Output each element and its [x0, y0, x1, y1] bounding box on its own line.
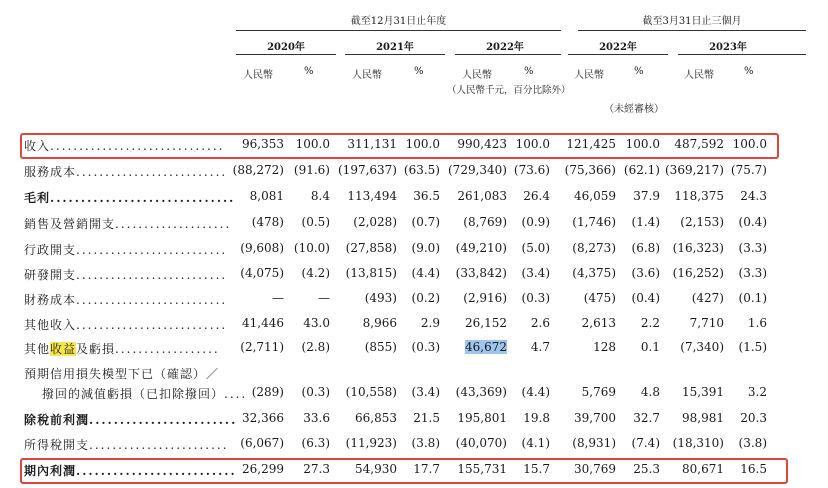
period-quarter-rule: [578, 30, 806, 31]
cell-pct-2022-q: (7.4): [631, 436, 660, 450]
cell-pct-2020: (0.3): [301, 385, 330, 399]
unit-note: （人民幣千元，百分比除外）: [447, 85, 571, 96]
row-label-text: 期內利潤: [24, 464, 77, 478]
cell-pct-2021: 21.5: [413, 411, 440, 425]
cell-cny-2022-q: (8,273): [572, 241, 616, 255]
cell-pct-2021: 36.5: [413, 189, 440, 203]
cell-pct-2022: (0.9): [521, 215, 550, 229]
row-label: [24, 291, 227, 308]
unit-pct-2020: %: [304, 66, 314, 77]
cell-cny-2022-q: 5,769: [581, 385, 616, 399]
cell-cny-2022: 195,801: [457, 411, 507, 425]
cell-cny-2023-q: (2,153): [680, 215, 724, 229]
cell-pct-2021: (0.2): [411, 291, 440, 305]
year-header-2022: 2022年: [486, 42, 524, 53]
dot-leader: ....................: [115, 217, 232, 231]
cell-cny-2021: 113,494: [347, 189, 397, 203]
unit-cny-2021: 人民幣: [352, 70, 382, 81]
cell-cny-2021: (2,028): [353, 215, 397, 229]
cell-pct-2023-q: 20.3: [740, 411, 767, 425]
cell-pct-2020: (91.6): [293, 163, 330, 177]
cell-pct-2022: (0.3): [521, 291, 550, 305]
cell-cny-2021: 8,966: [362, 316, 397, 330]
year-rule-2022: [455, 54, 561, 55]
cell-pct-2023-q: (3.3): [738, 266, 767, 280]
table-row: [0, 186, 828, 208]
cell-pct-2022: (3.4): [521, 266, 550, 280]
cell-pct-2020: (0.5): [301, 215, 330, 229]
cell-cny-2020: (2,711): [240, 340, 284, 354]
row-label: [24, 189, 235, 206]
row-label: [24, 163, 227, 180]
row-label-text: 其他收入: [24, 318, 77, 332]
row-label: [24, 411, 237, 428]
row-label-text: 服務成本: [24, 165, 77, 179]
cell-pct-2023-q: (3.8): [738, 436, 767, 450]
cell-cny-2022-q: (4,375): [572, 266, 616, 280]
cell-cny-2023-q: (427): [691, 291, 724, 305]
year-rule-2022-q: [568, 54, 668, 55]
cell-cny-2020: (478): [251, 215, 284, 229]
highlighted-text: 收益: [50, 342, 77, 356]
row-label-text: 財務成本: [24, 293, 77, 307]
cell-pct-2022-q: 32.7: [633, 411, 660, 425]
cell-pct-2022: 19.8: [523, 411, 550, 425]
cell-cny-2022-q: (8,931): [572, 436, 616, 450]
cell-cny-2020: 32,366: [242, 411, 284, 425]
row-label-text: 所得稅開支: [24, 438, 90, 452]
cell-cny-2022-q: 2,613: [581, 316, 616, 330]
cell-pct-2023-q: 16.5: [740, 462, 767, 476]
row-label-text: 毛利: [24, 191, 51, 205]
row-label: [24, 436, 229, 453]
unit-cny-2023-q: 人民幣: [684, 70, 714, 81]
cell-cny-2021: 66,853: [355, 411, 397, 425]
cell-cny-2022: (2,916): [463, 291, 507, 305]
year-header-2020: 2020年: [267, 42, 305, 53]
cell-cny-2022-q: (1,746): [572, 215, 616, 229]
cell-cny-2023-q: (16,323): [672, 241, 724, 255]
cell-cny-2023-q: 487,592: [674, 137, 724, 151]
cell-pct-2020: —: [318, 291, 330, 305]
cell-cny-2022-q: 128: [593, 340, 616, 354]
cell-pct-2022: 2.6: [530, 316, 550, 330]
row-label: [24, 316, 227, 333]
cell-cny-2020: 96,353: [242, 137, 284, 151]
cell-cny-2022-q: 30,769: [574, 462, 616, 476]
cell-cny-2022-q: 121,425: [566, 137, 616, 151]
dot-leader: ....: [224, 387, 248, 401]
period-year-rule: [236, 30, 561, 31]
cell-pct-2022: (4.1): [521, 436, 550, 450]
cell-cny-2022: (33,842): [455, 266, 507, 280]
year-header-2022-q: 2022年: [599, 42, 637, 53]
cell-cny-2021: (27,858): [345, 241, 397, 255]
cell-cny-2020: (9,608): [240, 241, 284, 255]
cell-pct-2021: (0.3): [411, 340, 440, 354]
dot-leader: ........................: [89, 438, 229, 452]
table-row: [0, 433, 828, 455]
dot-leader: ..................: [115, 342, 220, 356]
cell-cny-2023-q: 7,710: [689, 316, 724, 330]
cell-pct-2022-q: 0.1: [640, 340, 660, 354]
cell-cny-2022: (40,070): [455, 436, 507, 450]
unit-pct-2023-q: %: [744, 66, 754, 77]
period-year-header: 截至12月31日止年度: [350, 16, 447, 27]
cell-pct-2022-q: (62.1): [623, 163, 660, 177]
cell-pct-2020: (10.0): [293, 241, 330, 255]
row-label-text: 收入: [24, 139, 51, 153]
cell-pct-2023-q: 100.0: [732, 137, 767, 151]
row-label: [24, 215, 231, 232]
cell-cny-2020: (289): [251, 385, 284, 399]
cell-pct-2020: 8.4: [310, 189, 330, 203]
cell-cny-2022: 46,672: [465, 340, 507, 354]
cell-cny-2023-q: 98,981: [682, 411, 724, 425]
cell-cny-2020: (88,272): [232, 163, 284, 177]
row-label: [24, 340, 220, 357]
cell-cny-2023-q: (16,252): [672, 266, 724, 280]
cell-pct-2020: 33.6: [303, 411, 330, 425]
unit-cny-2020: 人民幣: [243, 70, 273, 81]
cell-pct-2022: 100.0: [515, 137, 550, 151]
cell-pct-2022-q: (6.8): [631, 241, 660, 255]
cell-pct-2022-q: (1.4): [631, 215, 660, 229]
cell-pct-2023-q: (75.7): [730, 163, 767, 177]
cell-pct-2020: (4.2): [301, 266, 330, 280]
cell-pct-2022: (4.4): [521, 385, 550, 399]
cell-pct-2023-q: (0.1): [738, 291, 767, 305]
dot-leader: ..........................: [76, 243, 228, 257]
cell-pct-2021: 17.7: [413, 462, 440, 476]
cell-pct-2021: (0.7): [411, 215, 440, 229]
dot-leader: ..........................: [76, 464, 237, 478]
row-label-text: 撥回的減值虧損（已扣除撥回）: [42, 387, 225, 401]
cell-pct-2023-q: 3.2: [747, 385, 767, 399]
table-row: [0, 382, 828, 404]
dot-leader: ..............................: [50, 191, 236, 205]
cell-cny-2022: 26,152: [465, 316, 507, 330]
dot-leader: ..........................: [76, 318, 228, 332]
row-label: [24, 241, 227, 258]
cell-pct-2022-q: (3.6): [631, 266, 660, 280]
table-row: [0, 160, 828, 182]
cell-pct-2021: (4.4): [411, 266, 440, 280]
cell-cny-2022-q: 46,059: [574, 189, 616, 203]
row-label: [24, 266, 227, 283]
cell-pct-2023-q: (1.5): [738, 340, 767, 354]
cell-pct-2020: (6.3): [301, 436, 330, 450]
row-label: [24, 365, 219, 382]
cell-pct-2022: 15.7: [523, 462, 550, 476]
cell-cny-2023-q: (7,340): [680, 340, 724, 354]
cell-cny-2022: (729,340): [448, 163, 507, 177]
cell-pct-2021: (3.4): [411, 385, 440, 399]
row-label-text: 研發開支: [24, 268, 77, 282]
cell-cny-2020: (4,075): [240, 266, 284, 280]
dot-leader: ..........................: [76, 268, 228, 282]
table-row: [0, 337, 828, 359]
unit-pct-2022: %: [524, 66, 534, 77]
cell-cny-2021: 54,930: [355, 462, 397, 476]
cell-cny-2021: (855): [364, 340, 397, 354]
unit-pct-2022-q: %: [634, 66, 644, 77]
year-header-2023-q: 2023年: [709, 42, 747, 53]
cell-cny-2023-q: (18,310): [672, 436, 724, 450]
profit-highlight-box: [20, 458, 788, 484]
cell-pct-2022-q: 4.8: [640, 385, 660, 399]
dot-leader: ..........................: [76, 293, 228, 307]
cell-cny-2021: (11,923): [345, 436, 397, 450]
cell-pct-2022-q: (0.4): [631, 291, 660, 305]
table-row: [0, 238, 828, 260]
cell-pct-2022: (73.6): [513, 163, 550, 177]
cell-pct-2021: 2.9: [420, 316, 440, 330]
cell-pct-2021: 100.0: [405, 137, 440, 151]
year-rule-2021: [345, 54, 445, 55]
cell-pct-2022: (5.0): [521, 241, 550, 255]
cell-cny-2022: 990,423: [457, 137, 507, 151]
row-label-text: 銷售及營銷開支: [24, 217, 116, 231]
cell-cny-2020: 41,446: [242, 316, 284, 330]
row-label-text: 預期信用損失模型下已（確認）／: [24, 367, 220, 381]
cell-cny-2022: (49,210): [455, 241, 507, 255]
cell-cny-2022-q: 39,700: [574, 411, 616, 425]
cell-cny-2023-q: 80,671: [682, 462, 724, 476]
cell-cny-2020: —: [272, 291, 284, 305]
unit-cny-2022-q: 人民幣: [574, 70, 604, 81]
cell-pct-2022: 4.7: [530, 340, 550, 354]
cell-cny-2022: (43,369): [455, 385, 507, 399]
cell-cny-2021: (197,637): [338, 163, 397, 177]
table-row: [0, 362, 828, 384]
cell-cny-2022: (8,769): [463, 215, 507, 229]
cell-cny-2022-q: (475): [583, 291, 616, 305]
table-row: [0, 408, 828, 430]
cell-pct-2021: (9.0): [411, 241, 440, 255]
dot-leader: ........................: [89, 413, 238, 427]
cell-pct-2020: 100.0: [295, 137, 330, 151]
revenue-highlight-box: [20, 133, 779, 159]
table-row: [0, 313, 828, 335]
dot-leader: ..............................: [50, 139, 225, 153]
cell-cny-2020: 8,081: [249, 189, 284, 203]
cell-cny-2023-q: 118,375: [674, 189, 724, 203]
cell-pct-2022-q: 25.3: [633, 462, 660, 476]
cell-cny-2021: (10,558): [345, 385, 397, 399]
row-label-text: 行政開支: [24, 243, 77, 257]
cell-pct-2021: (63.5): [403, 163, 440, 177]
cell-cny-2021: 311,131: [347, 137, 397, 151]
cell-cny-2021: (13,815): [345, 266, 397, 280]
row-label: [42, 385, 247, 402]
cell-pct-2023-q: 1.6: [747, 316, 767, 330]
cell-pct-2020: 43.0: [303, 316, 330, 330]
unaudited-note: （未經審核）: [604, 104, 664, 115]
cell-pct-2020: (2.8): [301, 340, 330, 354]
cell-cny-2023-q: 15,391: [682, 385, 724, 399]
cell-pct-2021: (3.8): [411, 436, 440, 450]
row-label-text: 除稅前利潤: [24, 413, 90, 427]
cell-cny-2022: 261,083: [457, 189, 507, 203]
cell-cny-2022: 155,731: [457, 462, 507, 476]
cell-pct-2022-q: 100.0: [625, 137, 660, 151]
year-rule-2020: [236, 54, 336, 55]
year-header-2021: 2021年: [376, 42, 414, 53]
unit-pct-2021: %: [414, 66, 424, 77]
table-row: [0, 263, 828, 285]
cell-pct-2022-q: 2.2: [640, 316, 660, 330]
cell-cny-2020: (6,067): [240, 436, 284, 450]
period-quarter-header: 截至3月31日止三個月: [642, 16, 742, 27]
unit-cny-2022: 人民幣: [462, 70, 492, 81]
year-rule-2023-q: [678, 54, 806, 55]
cell-cny-2022-q: (75,366): [564, 163, 616, 177]
row-label-part: 及虧損: [76, 342, 116, 356]
cell-pct-2022-q: 37.9: [633, 189, 660, 203]
cell-pct-2023-q: 24.3: [740, 189, 767, 203]
dot-leader: ..........................: [76, 165, 228, 179]
cell-cny-2023-q: (369,217): [665, 163, 724, 177]
cell-pct-2020: 27.3: [303, 462, 330, 476]
row-label-part: 其他: [24, 342, 51, 356]
cell-cny-2021: (493): [364, 291, 397, 305]
table-row: [0, 212, 828, 234]
cell-cny-2020: 26,299: [242, 462, 284, 476]
cell-pct-2023-q: (3.3): [738, 241, 767, 255]
cell-pct-2023-q: (0.4): [738, 215, 767, 229]
cell-pct-2022: 26.4: [523, 189, 550, 203]
table-row: [0, 288, 828, 310]
